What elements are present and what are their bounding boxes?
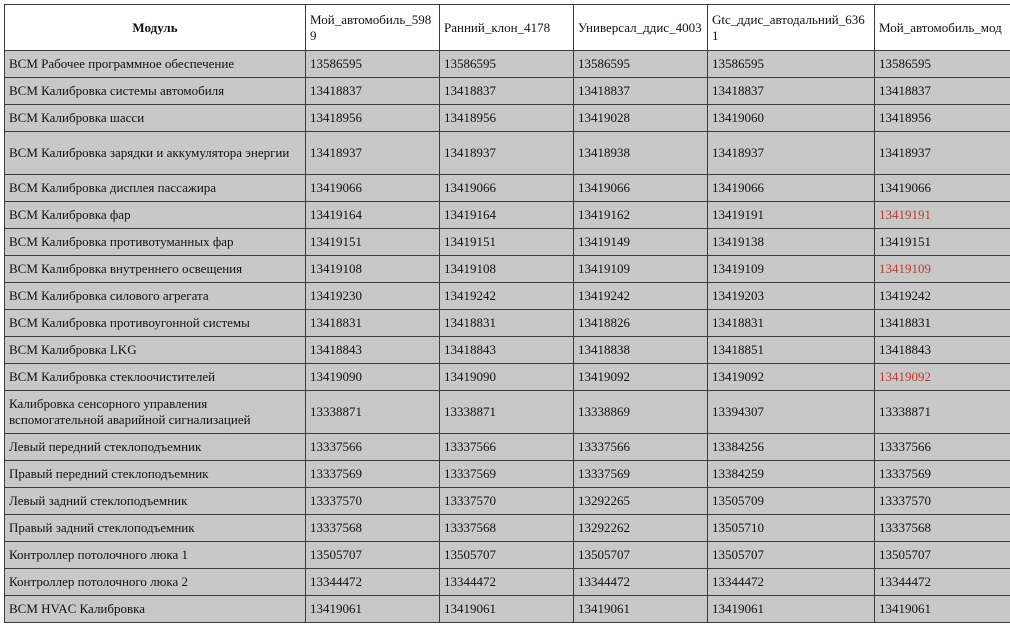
table-row: [5, 461, 1010, 488]
version-cell: 13418831: [440, 310, 574, 337]
version-cell: 13418837: [875, 78, 1010, 105]
table-row: [5, 202, 1010, 229]
version-cell: 13418831: [708, 310, 875, 337]
table-row: [5, 569, 1010, 596]
version-cell: 13418843: [440, 337, 574, 364]
version-cell: 13337570: [875, 488, 1010, 515]
module-name-cell: Контроллер потолочного люка 1: [5, 542, 306, 569]
version-cell: 13419138: [708, 229, 875, 256]
version-cell: 13505707: [306, 542, 440, 569]
module-name-cell: BCM Калибровка силового агрегата: [5, 283, 306, 310]
version-cell: 13419108: [306, 256, 440, 283]
version-cell: 13337566: [440, 434, 574, 461]
version-cell: 13418938: [574, 132, 708, 175]
table-row: [5, 515, 1010, 542]
module-name-cell: Левый задний стеклоподъемник: [5, 488, 306, 515]
version-cell: 13586595: [875, 51, 1010, 78]
version-cell: 13338871: [306, 391, 440, 434]
module-name-cell: BCM Рабочее программное обеспечение: [5, 51, 306, 78]
version-cell: 13418837: [708, 78, 875, 105]
column-header-clone-4178: Ранний_клон_4178: [440, 5, 574, 51]
version-cell: 13419092: [574, 364, 708, 391]
version-cell: 13419061: [574, 596, 708, 623]
version-cell: 13337566: [574, 434, 708, 461]
module-name-cell: BCM Калибровка LKG: [5, 337, 306, 364]
column-header-car-mod: Мой_автомобиль_мод: [875, 5, 1010, 51]
version-cell: 13292265: [574, 488, 708, 515]
version-cell: 13505707: [440, 542, 574, 569]
version-cell: 13418956: [875, 105, 1010, 132]
table-row: [5, 310, 1010, 337]
module-name-cell: BCM Калибровка противоугонной системы: [5, 310, 306, 337]
module-name-cell: Контроллер потолочного люка 2: [5, 569, 306, 596]
version-cell: 13419151: [306, 229, 440, 256]
version-cell: 13418937: [306, 132, 440, 175]
version-cell: 13419151: [440, 229, 574, 256]
version-cell: 13419109: [875, 256, 1010, 283]
version-cell: 13419191: [875, 202, 1010, 229]
version-cell: 13505710: [708, 515, 875, 542]
version-cell: 13419242: [440, 283, 574, 310]
version-cell: 13337568: [306, 515, 440, 542]
column-header-module: Модуль: [5, 5, 306, 51]
version-cell: 13384259: [708, 461, 875, 488]
version-cell: 13586595: [574, 51, 708, 78]
version-cell: 13586595: [306, 51, 440, 78]
version-cell: 13418851: [708, 337, 875, 364]
version-cell: 13419092: [708, 364, 875, 391]
version-cell: 13418838: [574, 337, 708, 364]
version-cell: 13419066: [574, 175, 708, 202]
version-cell: 13419242: [875, 283, 1010, 310]
version-cell: 13419061: [306, 596, 440, 623]
version-cell: 13418831: [306, 310, 440, 337]
table-row: [5, 337, 1010, 364]
version-cell: 13418826: [574, 310, 708, 337]
version-cell: 13419090: [306, 364, 440, 391]
version-cell: 13344472: [708, 569, 875, 596]
version-cell: 13419066: [440, 175, 574, 202]
version-cell: 13338871: [875, 391, 1010, 434]
module-name-cell: BCM Калибровка системы автомобиля: [5, 78, 306, 105]
version-cell: 13419028: [574, 105, 708, 132]
version-cell: 13419164: [440, 202, 574, 229]
version-cell: 13337568: [875, 515, 1010, 542]
version-cell: 13344472: [574, 569, 708, 596]
module-name-cell: BCM Калибровка противотуманных фар: [5, 229, 306, 256]
version-cell: 13418843: [306, 337, 440, 364]
version-cell: 13586595: [708, 51, 875, 78]
table-row: [5, 488, 1010, 515]
column-header-universal-4003: Универсал_ддис_4003: [574, 5, 708, 51]
version-cell: 13418837: [306, 78, 440, 105]
version-cell: 13419109: [708, 256, 875, 283]
version-cell: 13337569: [306, 461, 440, 488]
version-cell: 13418837: [440, 78, 574, 105]
version-cell: 13418956: [306, 105, 440, 132]
table-body: [5, 51, 1010, 623]
version-cell: 13337568: [440, 515, 574, 542]
module-name-cell: BCM Калибровка шасси: [5, 105, 306, 132]
table-row: [5, 175, 1010, 202]
version-cell: 13419066: [306, 175, 440, 202]
module-name-cell: BCM Калибровка дисплея пассажира: [5, 175, 306, 202]
table-row: [5, 434, 1010, 461]
version-cell: 13418937: [440, 132, 574, 175]
module-name-cell: BCM Калибровка фар: [5, 202, 306, 229]
module-name-cell: Калибровка сенсорного управления вспомогательной аварийной сигнализацией: [5, 391, 306, 434]
version-cell: 13505707: [574, 542, 708, 569]
version-cell: 13337570: [306, 488, 440, 515]
table-row: [5, 229, 1010, 256]
version-cell: 13505709: [708, 488, 875, 515]
column-header-car-5989: Мой_автомобиль_5989: [306, 5, 440, 51]
version-cell: 13418937: [875, 132, 1010, 175]
version-cell: 13337569: [440, 461, 574, 488]
version-cell: 13337569: [875, 461, 1010, 488]
version-cell: 13419149: [574, 229, 708, 256]
version-cell: 13505707: [875, 542, 1010, 569]
version-cell: 13419060: [708, 105, 875, 132]
module-name-cell: BCM Калибровка стеклоочистителей: [5, 364, 306, 391]
version-cell: 13419191: [708, 202, 875, 229]
table-row: [5, 283, 1010, 310]
version-cell: 13419092: [875, 364, 1010, 391]
version-cell: 13337570: [440, 488, 574, 515]
module-name-cell: Правый передний стеклоподъемник: [5, 461, 306, 488]
module-name-cell: Левый передний стеклоподъемник: [5, 434, 306, 461]
module-name-cell: BCM Калибровка внутреннего освещения: [5, 256, 306, 283]
table-row: [5, 391, 1010, 434]
version-cell: 13419061: [708, 596, 875, 623]
version-cell: 13338871: [440, 391, 574, 434]
version-cell: 13337566: [875, 434, 1010, 461]
version-cell: 13419242: [574, 283, 708, 310]
version-cell: 13419090: [440, 364, 574, 391]
version-cell: 13394307: [708, 391, 875, 434]
version-cell: 13419108: [440, 256, 574, 283]
version-cell: 13419203: [708, 283, 875, 310]
table-row: [5, 596, 1010, 623]
version-cell: 13338869: [574, 391, 708, 434]
version-cell: 13419151: [875, 229, 1010, 256]
module-name-cell: BCM HVAC Калибровка: [5, 596, 306, 623]
version-cell: 13337569: [574, 461, 708, 488]
version-cell: 13418843: [875, 337, 1010, 364]
version-cell: 13418956: [440, 105, 574, 132]
version-cell: 13419164: [306, 202, 440, 229]
version-cell: 13419230: [306, 283, 440, 310]
module-name-cell: Правый задний стеклоподъемник: [5, 515, 306, 542]
version-cell: 13419061: [440, 596, 574, 623]
table-row: [5, 364, 1010, 391]
version-cell: 13344472: [440, 569, 574, 596]
version-cell: 13419066: [708, 175, 875, 202]
table-row: [5, 256, 1010, 283]
version-cell: 13505707: [708, 542, 875, 569]
version-cell: 13586595: [440, 51, 574, 78]
version-cell: 13337566: [306, 434, 440, 461]
version-cell: 13419061: [875, 596, 1010, 623]
version-cell: 13418837: [574, 78, 708, 105]
module-name-cell: BCM Калибровка зарядки и аккумулятора энергии: [5, 132, 306, 175]
column-header-gtc-6361: Gtc_ддис_автодальний_6361: [708, 5, 875, 51]
table-row: [5, 51, 1010, 78]
version-cell: 13418937: [708, 132, 875, 175]
table-row: [5, 132, 1010, 175]
version-cell: 13419162: [574, 202, 708, 229]
table-row: [5, 78, 1010, 105]
version-cell: 13292262: [574, 515, 708, 542]
header-row: [5, 5, 1010, 51]
table-row: [5, 105, 1010, 132]
version-cell: 13344472: [875, 569, 1010, 596]
version-cell: 13344472: [306, 569, 440, 596]
version-cell: 13419066: [875, 175, 1010, 202]
version-cell: 13419109: [574, 256, 708, 283]
module-comparison-table: [4, 4, 1010, 623]
version-cell: 13418831: [875, 310, 1010, 337]
table-row: [5, 542, 1010, 569]
version-cell: 13384256: [708, 434, 875, 461]
